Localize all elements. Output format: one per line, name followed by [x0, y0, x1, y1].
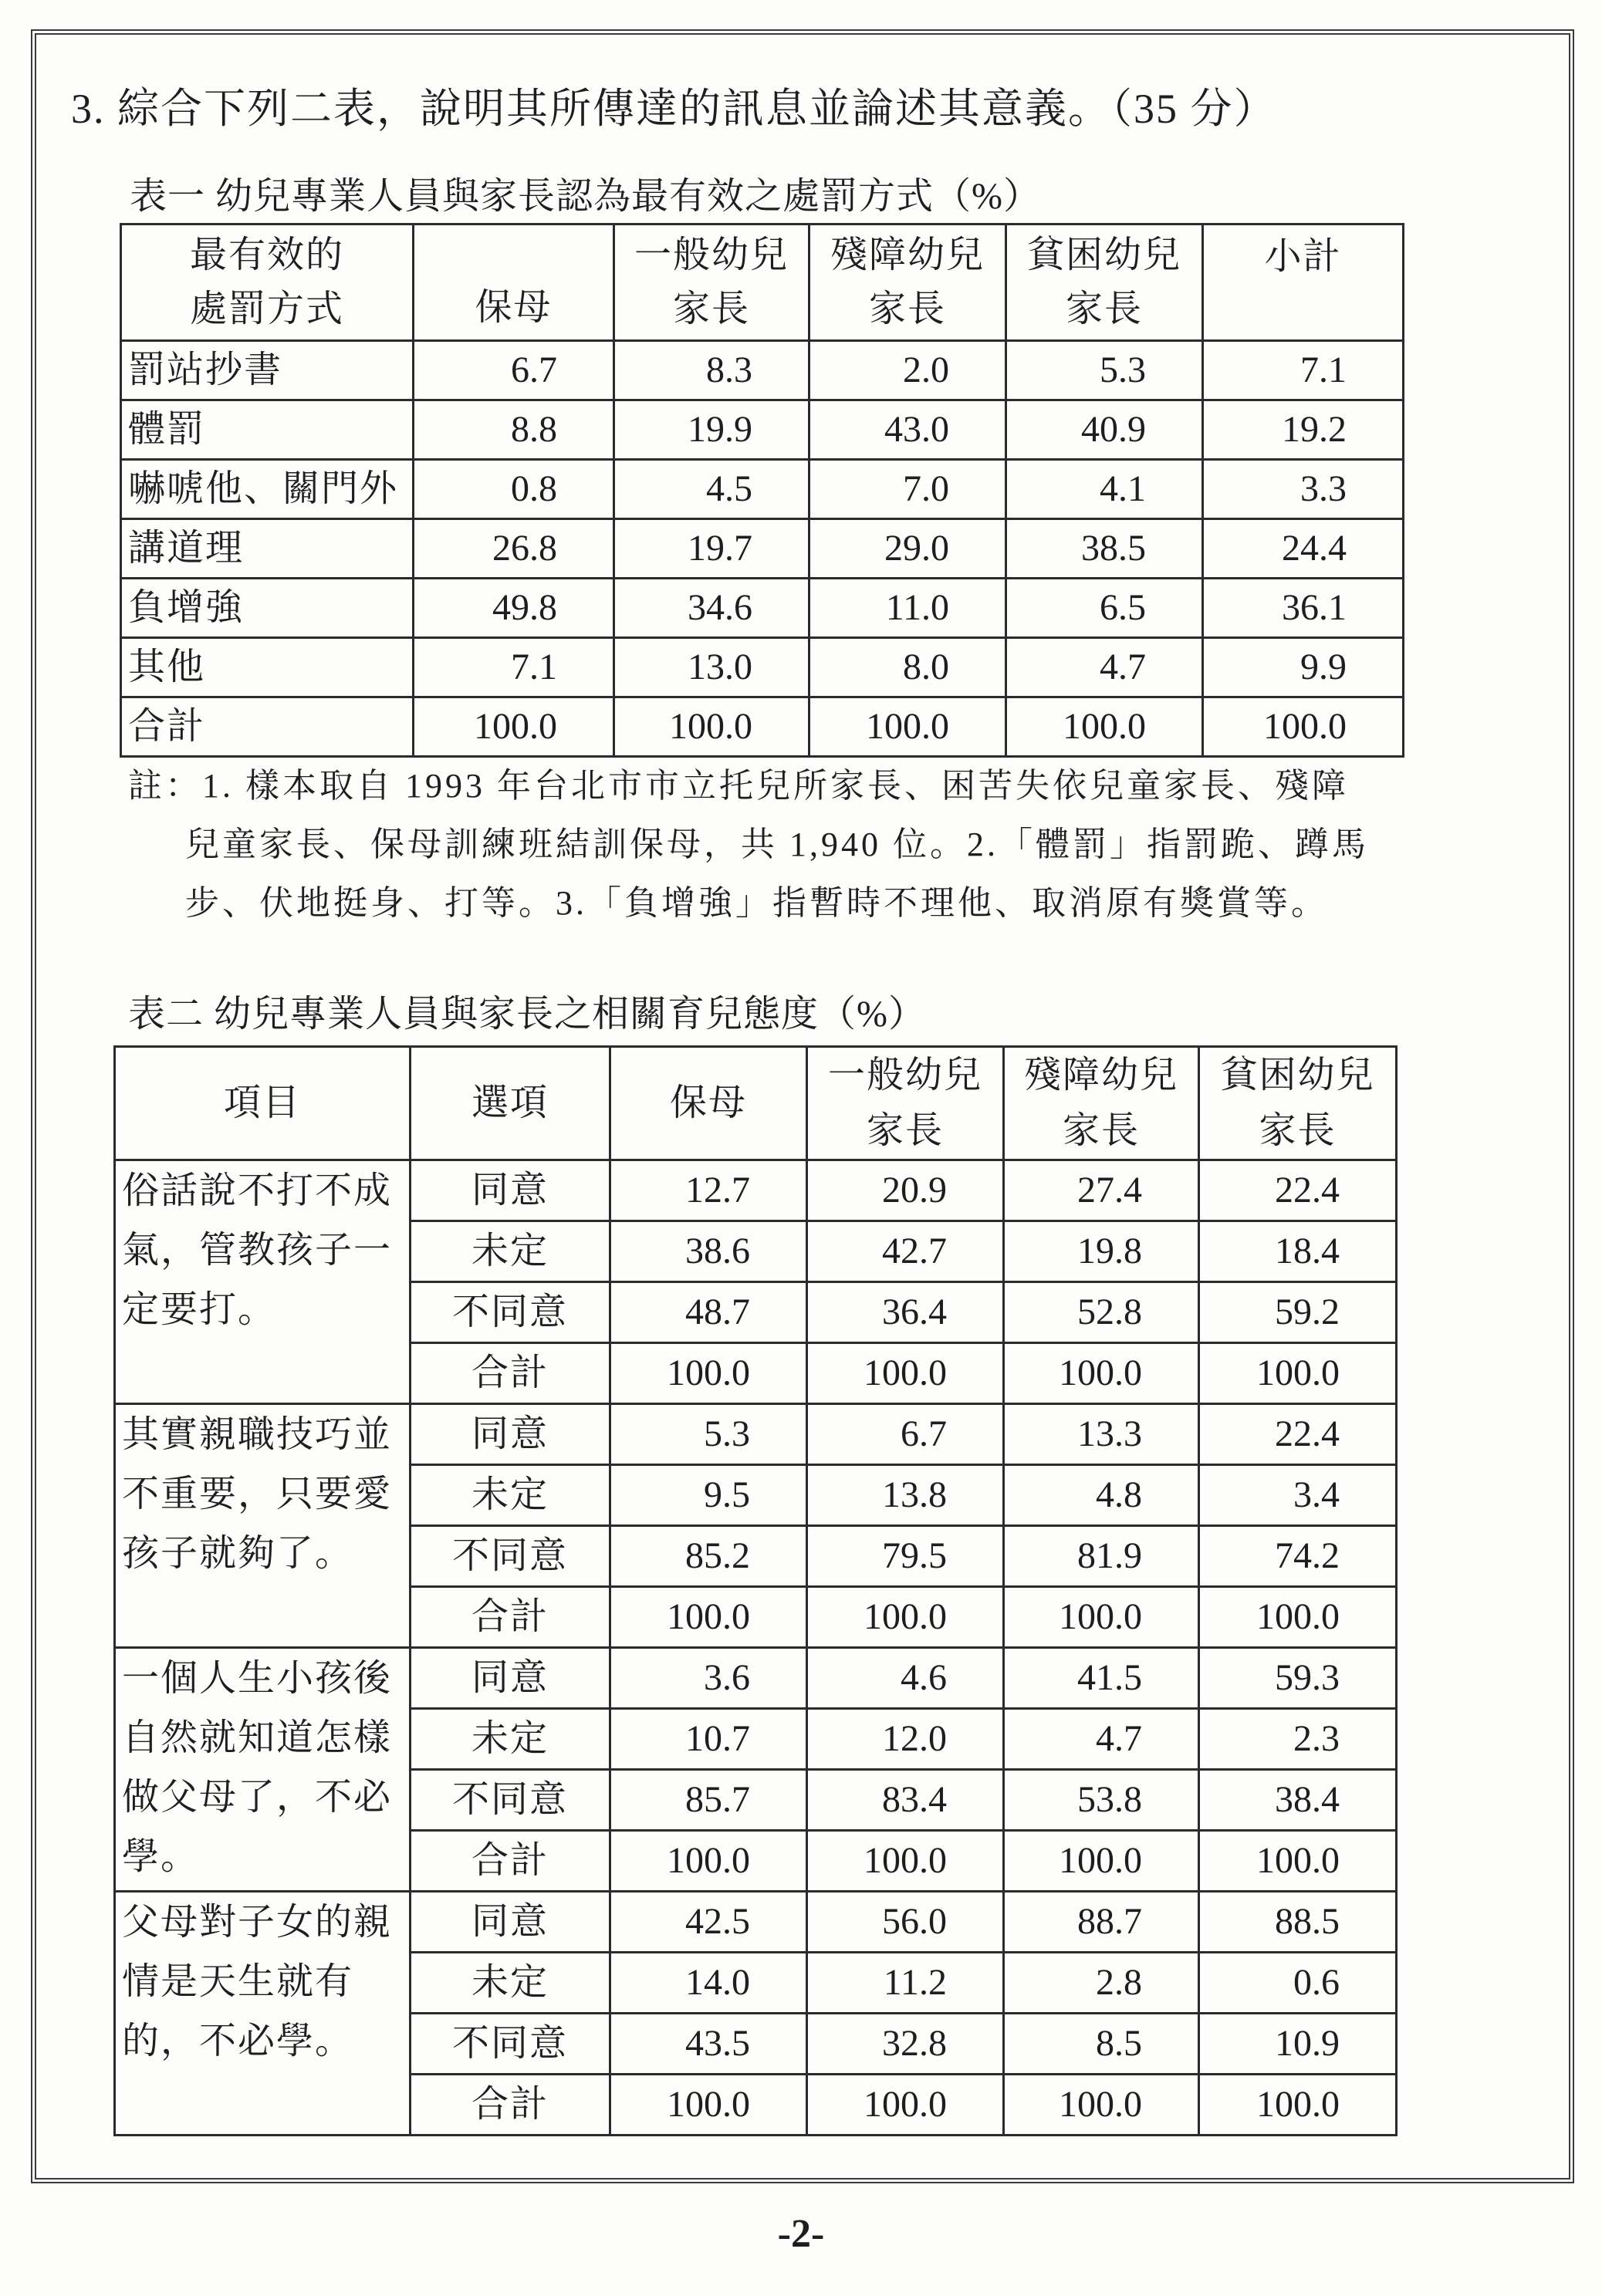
table1-value-cell: 34.6	[614, 579, 809, 638]
table2-item-line: 其實親職技巧並	[122, 1414, 393, 1455]
table2-header-cell	[807, 1047, 1004, 1160]
table2-value-cell: 88.7	[1004, 1892, 1199, 1953]
note-line: 註：1. 樣本取自 1993 年台北市市立托兒所家長、困苦失依兒童家長、殘障	[128, 767, 1349, 805]
table1-value-cell: 26.8	[414, 519, 614, 579]
table2-option-cell: 未定	[411, 1709, 610, 1770]
page-number: -2-	[777, 2212, 825, 2256]
table2-value-cell: 56.0	[807, 1892, 1004, 1953]
table2-value-cell: 100.0	[1004, 1831, 1199, 1892]
table2-value-cell: 13.8	[807, 1465, 1004, 1526]
table2-item-cell	[115, 1892, 411, 2136]
table2-value-cell: 4.6	[807, 1648, 1004, 1709]
table2-value-cell: 59.2	[1199, 1282, 1397, 1343]
table1-row-label: 體罰	[121, 400, 414, 460]
table2-value-cell: 100.0	[1199, 1831, 1397, 1892]
table2-option-cell: 同意	[411, 1892, 610, 1953]
table2-value-cell: 9.5	[610, 1465, 807, 1526]
table2-header-line: 家長	[1062, 1110, 1140, 1151]
table1-row-label: 講道理	[121, 519, 414, 579]
table2-option-cell: 同意	[411, 1160, 610, 1221]
table1-value-cell: 49.8	[414, 579, 614, 638]
table2-item-line: 定要打。	[122, 1289, 277, 1330]
table1-value-cell: 100.0	[809, 697, 1006, 757]
table1-row	[121, 638, 1404, 697]
table2-value-cell: 12.7	[610, 1160, 807, 1221]
table1-header-line: 殘障幼兒	[830, 235, 985, 275]
table1-value-cell: 11.0	[809, 579, 1006, 638]
table1-value-cell: 4.5	[614, 460, 809, 519]
punishment-methods-table	[120, 223, 1404, 758]
table1-header-line: 貧困幼兒	[1026, 235, 1181, 275]
table2-value-cell: 81.9	[1004, 1526, 1199, 1587]
table2-row	[115, 1404, 1397, 1465]
table2-value-cell: 8.5	[1004, 2014, 1199, 2075]
table2-value-cell: 14.0	[610, 1953, 807, 2014]
table2-value-cell: 100.0	[807, 1587, 1004, 1648]
table1-value-cell: 8.8	[414, 400, 614, 460]
table2-value-cell: 10.9	[1199, 2014, 1397, 2075]
table2-option-cell: 不同意	[411, 1770, 610, 1831]
table2-item-line: 的，不必學。	[122, 2021, 354, 2061]
table2-value-cell: 38.4	[1199, 1770, 1397, 1831]
table1-value-cell: 3.3	[1203, 460, 1404, 519]
table1-body	[121, 341, 1404, 757]
table1-header-line: 一般幼兒	[634, 235, 789, 275]
table2-value-cell: 100.0	[1004, 2075, 1199, 2136]
table1-header-cell	[614, 225, 809, 341]
table2-value-cell: 48.7	[610, 1282, 807, 1343]
table2-value-cell: 100.0	[610, 2075, 807, 2136]
table1-row	[121, 341, 1404, 400]
table1-header-cell	[414, 225, 614, 341]
table1-value-cell: 19.7	[614, 519, 809, 579]
table1-value-cell: 19.2	[1203, 400, 1404, 460]
table2-item-line: 父母對子女的親	[122, 1902, 393, 1943]
table2-header-cell	[1199, 1047, 1397, 1160]
table2-value-cell: 38.6	[610, 1221, 807, 1282]
note-line: 兒童家長、保母訓練班結訓保母，共 1,940 位。2.「體罰」指罰跪、蹲馬	[185, 826, 1369, 863]
table2-header-cell	[610, 1047, 807, 1160]
table2-value-cell: 42.7	[807, 1221, 1004, 1282]
table2-row	[115, 1892, 1397, 1953]
table1-value-cell: 100.0	[1203, 697, 1404, 757]
table2-item-line: 自然就知道怎樣	[122, 1717, 393, 1758]
table2-value-cell: 2.8	[1004, 1953, 1199, 2014]
table2-value-cell: 4.8	[1004, 1465, 1199, 1526]
table2-value-cell: 100.0	[610, 1343, 807, 1404]
table1-caption: 表一 幼兒專業人員與家長認為最有效之處罰方式（%）	[130, 176, 1041, 217]
table2-value-cell: 10.7	[610, 1709, 807, 1770]
table2-header-line: 家長	[866, 1110, 944, 1151]
table1-row-label: 罰站抄書	[121, 341, 414, 400]
table1-value-cell: 7.1	[414, 638, 614, 697]
table1-row-label: 合計	[121, 697, 414, 757]
table2-value-cell: 36.4	[807, 1282, 1004, 1343]
table1-row	[121, 460, 1404, 519]
table2-item-line: 學。	[122, 1836, 200, 1877]
table2-header-line: 家長	[1259, 1110, 1337, 1151]
table2-option-cell: 合計	[411, 2075, 610, 2136]
table2-value-cell: 43.5	[610, 2014, 807, 2075]
table2-caption: 表二 幼兒專業人員與家長之相關育兒態度（%）	[128, 994, 926, 1035]
table2-value-cell: 100.0	[807, 2075, 1004, 2136]
table2-header-cell	[115, 1047, 411, 1160]
table2-option-cell: 未定	[411, 1953, 610, 2014]
table2-header-cell	[411, 1047, 610, 1160]
table2-header-row	[115, 1047, 1397, 1160]
table1-value-cell: 100.0	[414, 697, 614, 757]
table2-value-cell: 19.8	[1004, 1221, 1199, 1282]
table1-header-cell	[1203, 225, 1404, 341]
table1-value-cell: 36.1	[1203, 579, 1404, 638]
table2-option-cell: 不同意	[411, 2014, 610, 2075]
table2-header-line: 殘障幼兒	[1023, 1055, 1178, 1096]
table1-value-cell: 6.7	[414, 341, 614, 400]
table1-header-line: 家長	[672, 289, 750, 329]
table2-value-cell: 83.4	[807, 1770, 1004, 1831]
table2-item-cell	[115, 1648, 411, 1892]
table2-value-cell: 52.8	[1004, 1282, 1199, 1343]
table2-value-cell: 41.5	[1004, 1648, 1199, 1709]
table2-option-cell: 不同意	[411, 1282, 610, 1343]
table2-item-line: 做父母了，不必	[122, 1777, 393, 1818]
table1-header-line: 家長	[1065, 289, 1143, 329]
table2-item-line: 俗話說不打不成	[122, 1170, 393, 1211]
table2-item-line: 情是天生就有	[122, 1961, 354, 2002]
table2-header-line: 選項	[471, 1082, 549, 1123]
table1-value-cell: 43.0	[809, 400, 1006, 460]
table1-row	[121, 579, 1404, 638]
table2-value-cell: 100.0	[610, 1831, 807, 1892]
table2-value-cell: 100.0	[1004, 1587, 1199, 1648]
table1-row-label: 其他	[121, 638, 414, 697]
table1-header-line: 保母	[475, 287, 553, 328]
table2-header-line: 一般幼兒	[827, 1055, 982, 1096]
table2-header-line: 貧困幼兒	[1220, 1055, 1375, 1096]
parenting-attitudes-table	[113, 1045, 1398, 2136]
table1-value-cell: 8.0	[809, 638, 1006, 697]
table2-row	[115, 1648, 1397, 1709]
table2-value-cell: 74.2	[1199, 1526, 1397, 1587]
table1-header-cell	[121, 225, 414, 341]
table2-option-cell: 合計	[411, 1343, 610, 1404]
table2-header-line: 項目	[223, 1082, 301, 1123]
table2-value-cell: 18.4	[1199, 1221, 1397, 1282]
table1-header-line: 家長	[868, 289, 946, 329]
table2-value-cell: 5.3	[610, 1404, 807, 1465]
table1-row-label: 嚇唬他、關門外	[121, 460, 414, 519]
table1-value-cell: 40.9	[1006, 400, 1203, 460]
table2-header-line: 保母	[669, 1082, 747, 1123]
table2-option-cell: 同意	[411, 1648, 610, 1709]
table2-body	[115, 1160, 1397, 2136]
table2-value-cell: 100.0	[807, 1343, 1004, 1404]
table2-value-cell: 100.0	[610, 1587, 807, 1648]
table2-value-cell: 53.8	[1004, 1770, 1199, 1831]
table2-row	[115, 1160, 1397, 1221]
table2-value-cell: 100.0	[1199, 1587, 1397, 1648]
table1-value-cell: 6.5	[1006, 579, 1203, 638]
table1-value-cell: 4.7	[1006, 638, 1203, 697]
table2-value-cell: 6.7	[807, 1404, 1004, 1465]
table2-option-cell: 未定	[411, 1465, 610, 1526]
table1-header-line: 處罰方式	[189, 289, 344, 329]
table1-row-label: 負增強	[121, 579, 414, 638]
table2-value-cell: 100.0	[807, 1831, 1004, 1892]
table1-value-cell: 8.3	[614, 341, 809, 400]
table1-value-cell: 7.0	[809, 460, 1006, 519]
table1-header-row	[121, 225, 1404, 341]
table2-value-cell: 13.3	[1004, 1404, 1199, 1465]
table1-value-cell: 7.1	[1203, 341, 1404, 400]
table2-item-line: 孩子就夠了。	[122, 1533, 354, 1574]
table2-option-cell: 合計	[411, 1831, 610, 1892]
table2-option-cell: 不同意	[411, 1526, 610, 1587]
table1-row	[121, 519, 1404, 579]
table2-item-line: 一個人生小孩後	[122, 1658, 393, 1699]
table1-value-cell: 4.1	[1006, 460, 1203, 519]
table2-value-cell: 4.7	[1004, 1709, 1199, 1770]
table2-value-cell: 79.5	[807, 1526, 1004, 1587]
table2-value-cell: 0.6	[1199, 1953, 1397, 2014]
table2-value-cell: 59.3	[1199, 1648, 1397, 1709]
table2-value-cell: 85.2	[610, 1526, 807, 1587]
table1-value-cell: 100.0	[1006, 697, 1203, 757]
table1-value-cell: 100.0	[614, 697, 809, 757]
table1-header-line: 最有效的	[189, 235, 344, 275]
note-line: 步、伏地挺身、打等。3.「負增強」指暫時不理他、取消原有獎賞等。	[185, 884, 1328, 922]
table2-item-line: 不重要，只要愛	[122, 1474, 393, 1514]
table2-value-cell: 3.6	[610, 1648, 807, 1709]
table2-value-cell: 32.8	[807, 2014, 1004, 2075]
table2-header-cell	[1004, 1047, 1199, 1160]
table2-value-cell: 85.7	[610, 1770, 807, 1831]
table1-value-cell: 38.5	[1006, 519, 1203, 579]
table2-value-cell: 12.0	[807, 1709, 1004, 1770]
table1-value-cell: 5.3	[1006, 341, 1203, 400]
table2-value-cell: 22.4	[1199, 1160, 1397, 1221]
table1-row	[121, 697, 1404, 757]
table1-header-cell	[1006, 225, 1203, 341]
table1-row	[121, 400, 1404, 460]
table1-value-cell: 29.0	[809, 519, 1006, 579]
table2-option-cell: 合計	[411, 1587, 610, 1648]
table2-value-cell: 100.0	[1004, 1343, 1199, 1404]
table2-value-cell: 22.4	[1199, 1404, 1397, 1465]
table2-item-cell	[115, 1404, 411, 1648]
table1-value-cell: 2.0	[809, 341, 1006, 400]
table2-value-cell: 88.5	[1199, 1892, 1397, 1953]
table2-option-cell: 未定	[411, 1221, 610, 1282]
table2-value-cell: 11.2	[807, 1953, 1004, 2014]
table2-value-cell: 27.4	[1004, 1160, 1199, 1221]
table1-header-cell	[809, 225, 1006, 341]
table2-item-cell	[115, 1160, 411, 1404]
table1-value-cell: 19.9	[614, 400, 809, 460]
table1-value-cell: 9.9	[1203, 638, 1404, 697]
table2-value-cell: 100.0	[1199, 1343, 1397, 1404]
table2-value-cell: 20.9	[807, 1160, 1004, 1221]
table1-value-cell: 13.0	[614, 638, 809, 697]
table2-value-cell: 100.0	[1199, 2075, 1397, 2136]
table2-item-line: 氣，管教孩子一	[122, 1230, 393, 1271]
table1-value-cell: 24.4	[1203, 519, 1404, 579]
question-text: 3. 綜合下列二表，說明其所傳達的訊息並論述其意義。（35 分）	[71, 86, 1277, 132]
table1-value-cell: 0.8	[414, 460, 614, 519]
table1-header-line: 小計	[1264, 236, 1342, 277]
table2-value-cell: 42.5	[610, 1892, 807, 1953]
table2-value-cell: 3.4	[1199, 1465, 1397, 1526]
table2-value-cell: 2.3	[1199, 1709, 1397, 1770]
table1-notes	[128, 757, 1369, 933]
table2-option-cell: 同意	[411, 1404, 610, 1465]
